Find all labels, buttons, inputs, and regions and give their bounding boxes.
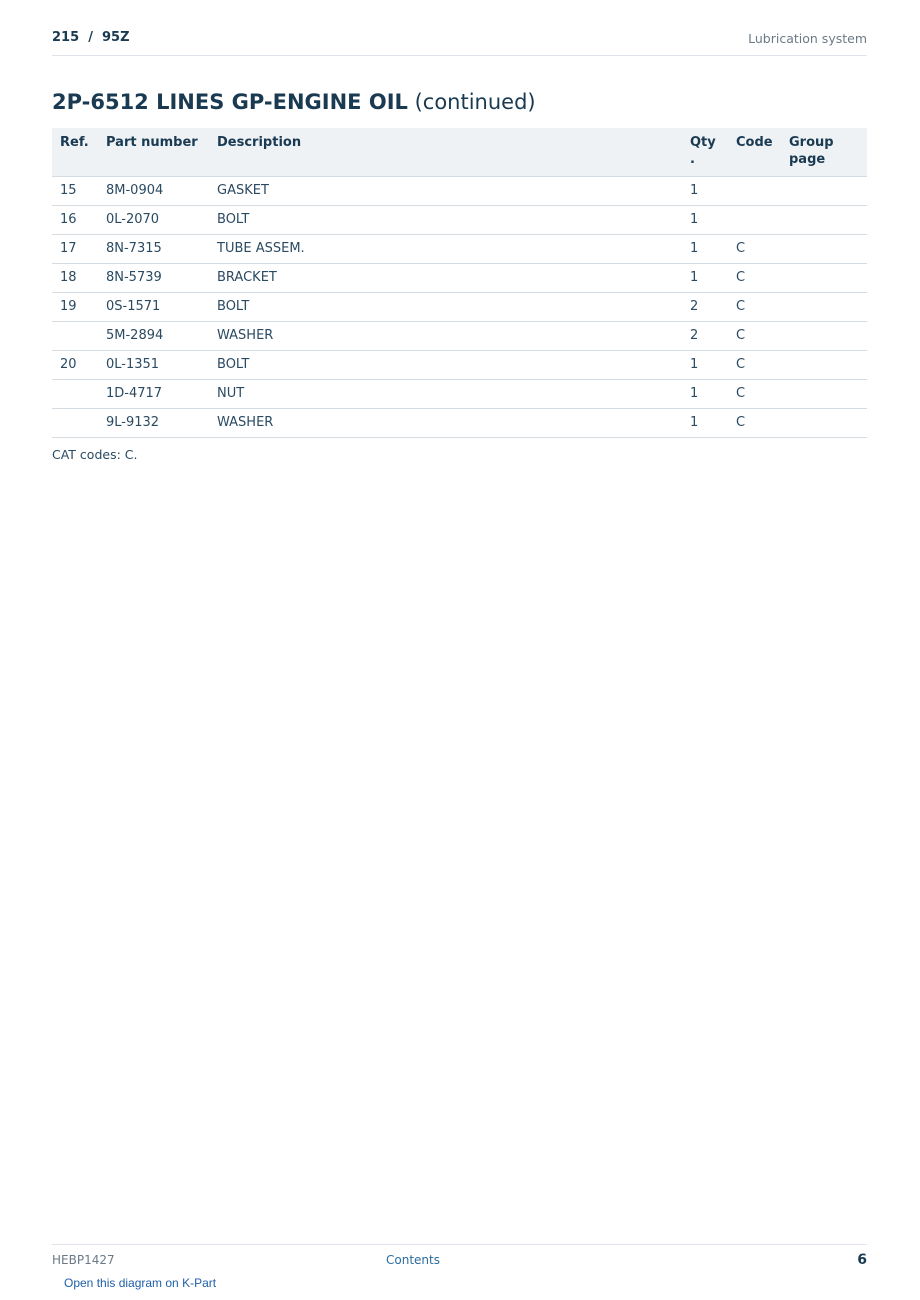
cell-description: BOLT	[209, 293, 682, 322]
col-header-code: Code	[728, 128, 781, 177]
cell-ref	[52, 409, 98, 438]
col-header-group-line1: Group	[789, 135, 834, 150]
cell-part-number: 0S-1571	[98, 293, 209, 322]
col-header-ref: Ref.	[52, 128, 98, 177]
cell-code	[728, 206, 781, 235]
cell-part-number: 1D-4717	[98, 380, 209, 409]
cell-group-page	[781, 264, 867, 293]
cell-part-number: 8N-5739	[98, 264, 209, 293]
cell-ref: 15	[52, 177, 98, 206]
cell-description: BRACKET	[209, 264, 682, 293]
cell-qty: 1	[682, 206, 728, 235]
col-header-qty	[682, 128, 728, 177]
cell-qty: 2	[682, 322, 728, 351]
section-label: Lubrication system	[748, 31, 867, 46]
cell-group-page	[781, 322, 867, 351]
table-row	[52, 322, 867, 351]
table-row	[52, 380, 867, 409]
title-suffix: (continued)	[414, 90, 536, 114]
cell-qty: 2	[682, 293, 728, 322]
col-header-qty-line2: .	[690, 152, 695, 167]
cat-codes-note: CAT codes: C.	[52, 447, 138, 462]
model-label: 215 / 95Z	[52, 30, 130, 45]
cell-ref: 19	[52, 293, 98, 322]
col-header-group-line2: page	[789, 152, 826, 167]
col-header-part-number: Part number	[98, 128, 209, 177]
col-header-group-page	[781, 128, 867, 177]
cell-description: NUT	[209, 380, 682, 409]
cell-description: BOLT	[209, 206, 682, 235]
col-header-qty-line1: Qty	[690, 135, 716, 150]
table-row	[52, 409, 867, 438]
cell-group-page	[781, 177, 867, 206]
page-title	[52, 90, 536, 114]
cell-description: WASHER	[209, 322, 682, 351]
cell-code: C	[728, 235, 781, 264]
cell-code	[728, 177, 781, 206]
document-code: HEBP1427	[52, 1253, 115, 1267]
cell-group-page	[781, 206, 867, 235]
cell-group-page	[781, 409, 867, 438]
cell-qty: 1	[682, 351, 728, 380]
parts-table	[52, 128, 867, 438]
cell-part-number: 8N-7315	[98, 235, 209, 264]
cell-part-number: 0L-1351	[98, 351, 209, 380]
col-header-description: Description	[209, 128, 682, 177]
table-row	[52, 235, 867, 264]
cell-code: C	[728, 293, 781, 322]
footer-divider	[52, 1244, 867, 1245]
cell-description: WASHER	[209, 409, 682, 438]
cell-qty: 1	[682, 177, 728, 206]
title-main: 2P-6512 LINES GP-ENGINE OIL	[52, 90, 408, 114]
cell-group-page	[781, 380, 867, 409]
cell-part-number: 8M-0904	[98, 177, 209, 206]
cell-description: BOLT	[209, 351, 682, 380]
table-row	[52, 206, 867, 235]
table-row	[52, 264, 867, 293]
contents-link[interactable]: Contents	[386, 1253, 440, 1267]
cell-qty: 1	[682, 409, 728, 438]
table-row	[52, 293, 867, 322]
cell-code: C	[728, 409, 781, 438]
cell-part-number: 0L-2070	[98, 206, 209, 235]
cell-code: C	[728, 322, 781, 351]
cell-group-page	[781, 235, 867, 264]
cell-qty: 1	[682, 235, 728, 264]
table-row	[52, 177, 867, 206]
cell-ref: 16	[52, 206, 98, 235]
cell-code: C	[728, 380, 781, 409]
table-header-row	[52, 128, 867, 177]
cell-ref: 18	[52, 264, 98, 293]
cell-group-page	[781, 293, 867, 322]
cell-ref	[52, 322, 98, 351]
cell-part-number: 9L-9132	[98, 409, 209, 438]
cell-description: TUBE ASSEM.	[209, 235, 682, 264]
cell-code: C	[728, 351, 781, 380]
open-kpart-link[interactable]: Open this diagram on K-Part	[64, 1276, 217, 1290]
page-number: 6	[857, 1252, 867, 1268]
cell-qty: 1	[682, 380, 728, 409]
page-header	[52, 28, 867, 56]
cell-qty: 1	[682, 264, 728, 293]
cell-code: C	[728, 264, 781, 293]
cell-ref	[52, 380, 98, 409]
table-row	[52, 351, 867, 380]
cell-ref: 17	[52, 235, 98, 264]
cell-part-number: 5M-2894	[98, 322, 209, 351]
cell-description: GASKET	[209, 177, 682, 206]
cell-group-page	[781, 351, 867, 380]
cell-ref: 20	[52, 351, 98, 380]
